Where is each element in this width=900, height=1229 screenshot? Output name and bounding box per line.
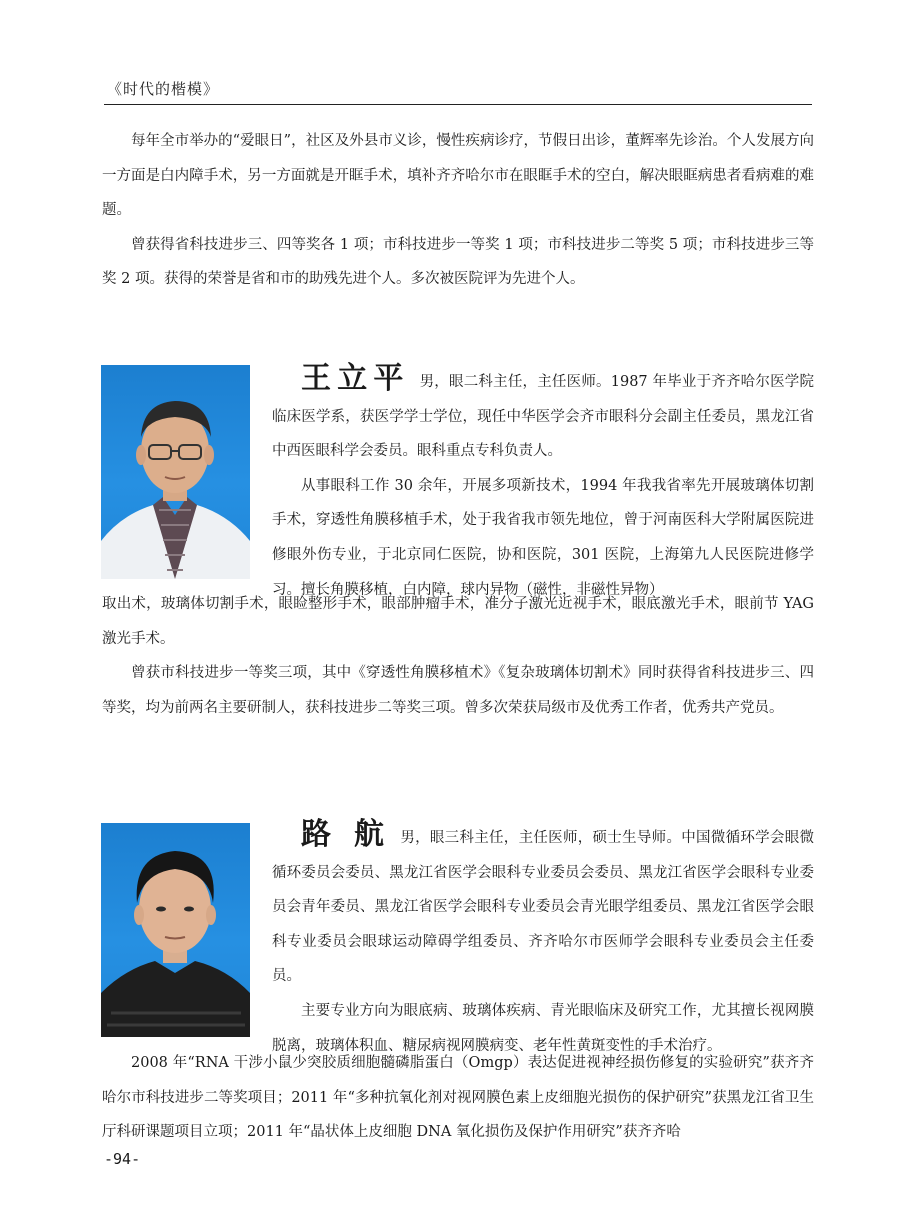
- portrait-photo-wang-liping: [101, 365, 250, 579]
- profile-lu-hang-full-text: [102, 1046, 814, 1150]
- running-header: 《时代的楷模》: [107, 80, 220, 98]
- person-name-lu-hang: 路 航: [301, 817, 391, 852]
- profile-lu-hang-paragraph-2: 主要专业方向为眼底病、玻璃体疾病、青光眼临床及研究工作，尤其擅长视网膜脱离，玻璃体积血、糖尿病视网膜病变、老年性黄斑变性的手术治疗。: [272, 1002, 814, 1054]
- header-divider: [104, 104, 812, 105]
- profile-wang-liping-paragraph-3: 曾获市科技进步一等奖三项，其中《穿透性角膜移植术》《复杂玻璃体切割术》同时获得省科技进步三、四等奖，均为前两名主要研制人，获科技进步二等奖三项。曾多次荣获局级市及优秀工作者，优秀共产党员。: [102, 665, 814, 716]
- portrait-photo-lu-hang: [101, 823, 250, 1037]
- intro-section: [102, 124, 814, 297]
- person-name-wang-liping: 王立平: [301, 361, 410, 396]
- intro-paragraph-1: 每年全市举办的“爱眼日”，社区及外县市义诊，慢性疾病诊疗，节假日出诊，董辉率先诊治。个人发展方向一方面是白内障手术，另一方面就是开眶手术，填补齐齐哈尔市在眼眶手术的空白，解决眼眶病患者看病难的难题。: [102, 133, 814, 219]
- profile-wang-liping-intro: 男，眼二科主任，主任医师。1987 年毕业于齐齐哈尔医学院临床医学系，获医学学士学位，现任中华医学会齐市眼科分会副主任委员，黑龙江省中西医眼科学会委员。眼科重点专科负责人。: [272, 374, 814, 460]
- page-number: -94-: [104, 1150, 141, 1168]
- profile-wang-liping-side-text: [272, 362, 814, 607]
- profile-lu-hang-paragraph-3: 2008 年“RNA 干涉小鼠少突胶质细胞髓磷脂蛋白（Omgp）表达促进视神经损伤修复的实验研究”获齐齐哈尔市科技进步二等奖项目；2011 年“多种抗氧化剂对视网膜色素上皮细胞光损伤的保护研究”获黑龙江省卫生厅科研课题项目立项；2011 年“晶状体上皮细胞 DNA 氧化损伤及保护作用研究”获齐齐哈: [102, 1055, 814, 1141]
- profile-wang-liping-paragraph-2-side: 从事眼科工作 30 余年，开展多项新技术，1994 年我我省率先开展玻璃体切割手术，穿透性角膜移植手术，处于我省我市领先地位，曾于河南医科大学附属医院进修眼外伤专业，于北京同仁医院，协和医院，301 医院，上海第九人民医院进修学习。擅长角膜移植，白内障，球内异物（磁性，非磁性异物）: [272, 477, 814, 598]
- profile-wang-liping-paragraph-2-continued: 取出术，玻璃体切割手术，眼睑整形手术，眼部肿瘤手术，准分子激光近视手术，眼底激光手术，眼前节 YAG 激光手术。: [102, 596, 814, 647]
- portrait-wang-liping-image: [101, 365, 250, 579]
- intro-paragraph-2: 曾获得省科技进步三、四等奖各 1 项；市科技进步一等奖 1 项；市科技进步二等奖 5 项；市科技进步三等奖 2 项。获得的荣誉是省和市的助残先进个人。多次被医院评为先进个人。: [102, 236, 814, 288]
- profile-lu-hang-side-text: [272, 818, 814, 1063]
- profile-lu-hang-intro: 男，眼三科主任，主任医师，硕士生导师。中国微循环学会眼微循环委员会委员、黑龙江省医学会眼科专业委员会委员、黑龙江省医学会眼科专业委员会青年委员、黑龙江省医学会眼科专业委员会青光眼学组委员、黑龙江省医学会眼科专业委员会眼球运动障碍学组委员、齐齐哈尔市医师学会眼科专业委员会主任委员。: [272, 830, 815, 985]
- profile-wang-liping-full-text: [102, 587, 814, 725]
- portrait-lu-hang-image: [101, 823, 250, 1037]
